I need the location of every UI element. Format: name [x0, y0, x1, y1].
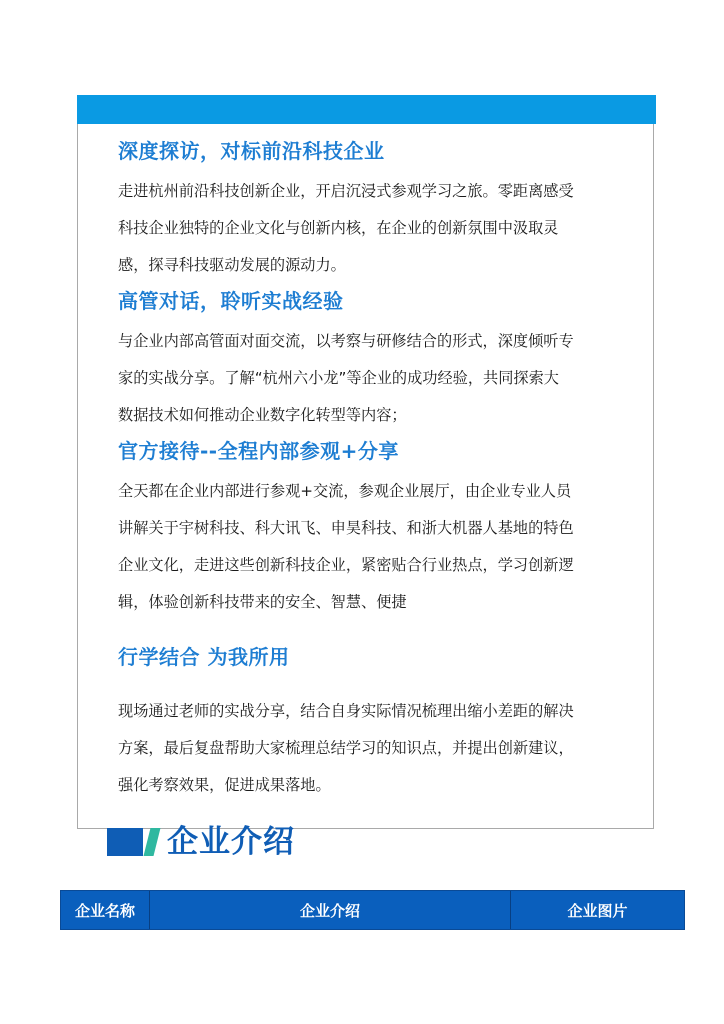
- card-top-bar: [77, 95, 656, 124]
- section-body-official-reception: [118, 473, 630, 621]
- body-line: 方案，最后复盘帮助大家梳理总结学习的知识点，并提出创新建议，: [118, 739, 574, 757]
- body-line: 现场通过老师的实战分享，结合自身实际情况梳理出缩小差距的解决: [118, 702, 574, 720]
- itinerary-card: [77, 95, 654, 829]
- body-line: 全天都在企业内部进行参观+交流，参观企业展厅，由企业专业人员: [118, 482, 572, 500]
- body-line: 感，探寻科技驱动发展的源动力。: [118, 256, 346, 274]
- body-line: 走进杭州前沿科技创新企业，开启沉浸式参观学习之旅。零距离感受: [118, 182, 574, 200]
- body-line: 科技企业独特的企业文化与创新内核，在企业的创新氛围中汲取灵: [118, 219, 559, 237]
- section-title-official-reception: 官方接待--全程内部参观+分享: [118, 439, 399, 463]
- company-table-header: [60, 890, 685, 930]
- body-line: 与企业内部高管面对面交流，以考察与研修结合的形式，深度倾听专: [118, 332, 574, 350]
- table-header-company-name: 企业名称: [74, 901, 135, 920]
- company-intro-heading: [107, 822, 295, 862]
- section-title-executive-dialogue: 高管对话，聆听实战经验: [118, 289, 344, 313]
- section-title-learning-application: 行学结合 为我所用: [118, 645, 290, 669]
- section-body-deep-visit: [118, 173, 630, 284]
- heading-decor-block: [107, 828, 143, 856]
- body-line: 强化考察效果，促进成果落地。: [118, 776, 331, 794]
- section-body-learning-application: [118, 693, 630, 804]
- heading-decor-icon: [107, 824, 165, 860]
- body-line: 数据技术如何推动企业数字化转型等内容；: [118, 406, 407, 424]
- table-header-company-intro: 企业介绍: [149, 891, 510, 929]
- section-title-deep-visit: 深度探访，对标前沿科技企业: [118, 139, 385, 163]
- heading-decor-slash: [144, 828, 161, 856]
- body-line: 讲解关于宇树科技、科大讯飞、申昊科技、和浙大机器人基地的特色: [118, 519, 574, 537]
- table-header-company-image: 企业图片: [510, 891, 684, 929]
- section-body-executive-dialogue: [118, 323, 630, 434]
- body-line: 家的实战分享。了解“杭州六小龙”等企业的成功经验，共同探索大: [118, 369, 559, 387]
- body-line: 辑，体验创新科技带来的安全、智慧、便捷: [118, 593, 407, 611]
- body-line: 企业文化，走进这些创新科技企业，紧密贴合行业热点，学习创新逻: [118, 556, 574, 574]
- company-intro-heading-text: 企业介绍: [167, 823, 295, 860]
